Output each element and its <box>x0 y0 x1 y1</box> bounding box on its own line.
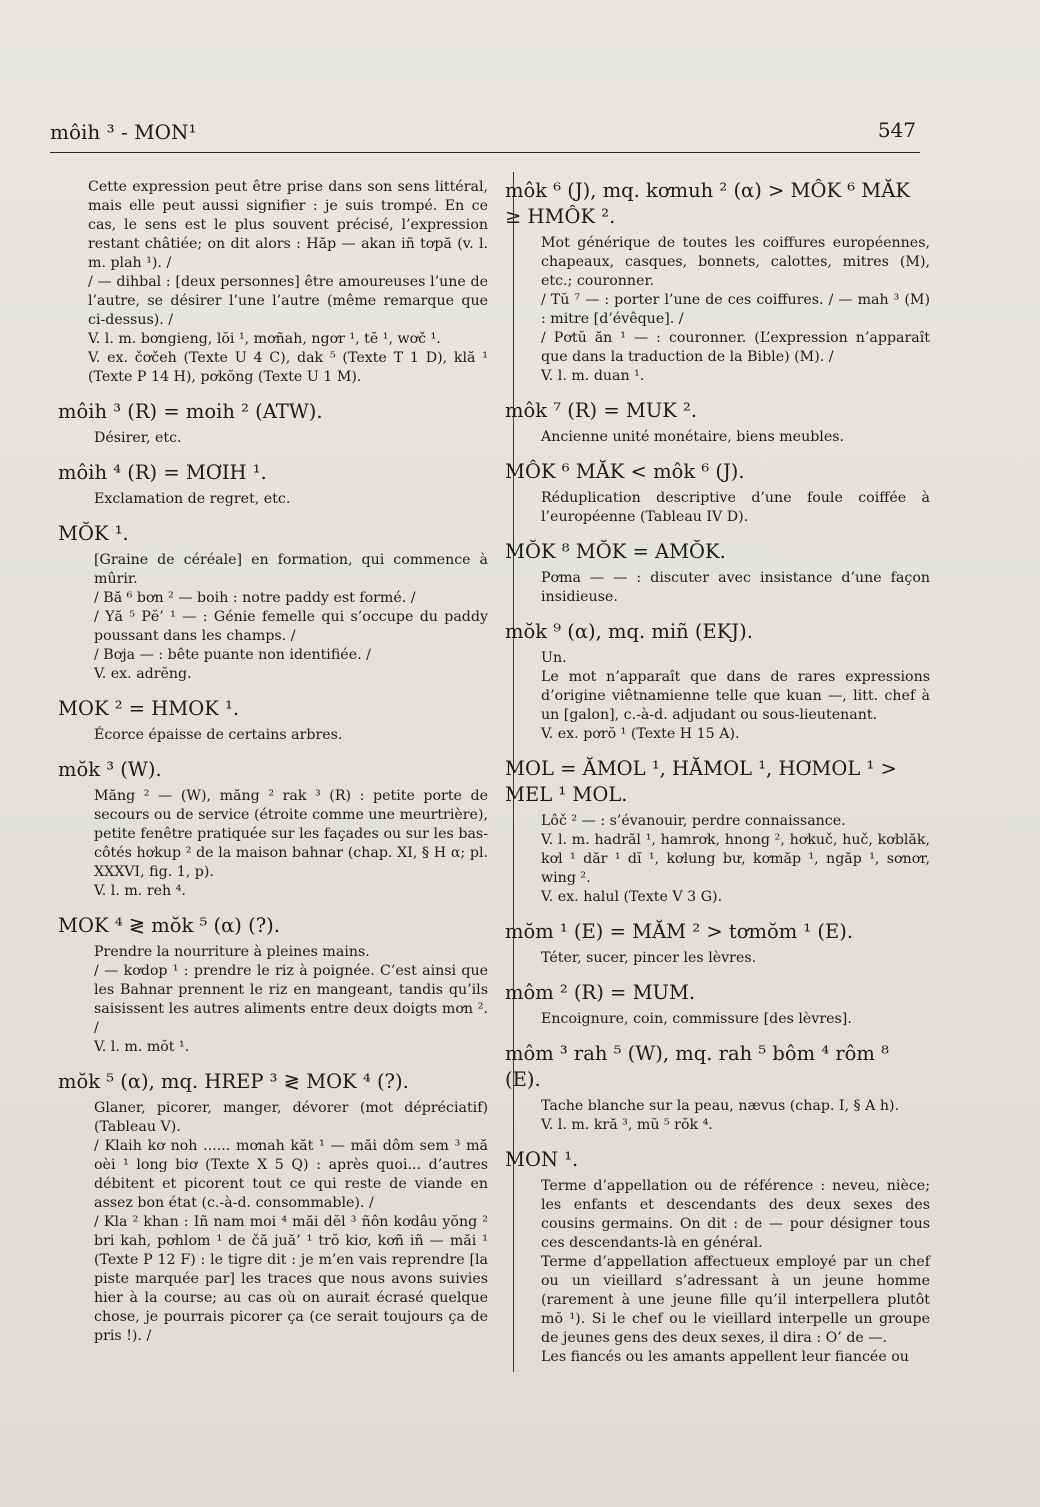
entry-headword: mŏm ¹ (E) = MĂM ² > tơmŏm ¹ (E). <box>505 920 854 943</box>
dictionary-entry <box>505 756 930 907</box>
definition-line: V. ex. adrĕng. <box>94 666 192 682</box>
entry-headword: môk ⁶ (J), mq. kơmuh ² (α) > MÔK ⁶ MĂK ≥ HMÔK ². <box>505 179 910 228</box>
definition-line: / Kla ² khan : Iñ nam moi ⁴ măi dĕl ³ ñôn kơdâu yŏng ² bri kah, pơhlom ¹ de čă juă’ ¹ trŏ kiơ, kơñ iñ — măi ¹ (Texte P 12 F) : le tigre dit : je m’en vais reprendre [la piste marquée par] les traces que nous avons suivies hier à la course; au cas où on aurait écrasé quelque chose, je pourrais picorer ça (ce serait toujours ça de pris !). / <box>94 1214 488 1344</box>
definition-line: Encoignure, coin, commissure [des lèvres]. <box>541 1011 852 1027</box>
definition-line: Désirer, etc. <box>94 430 182 446</box>
dictionary-entry <box>505 1041 930 1135</box>
definition-line: V. l. m. duan ¹. <box>541 368 645 384</box>
definition-line: Ancienne unité monétaire, biens meubles. <box>541 429 845 445</box>
entry-headword: môk ⁷ (R) = MUK ². <box>505 399 698 422</box>
definition-line: Pơma — — : discuter avec insistance d’une façon insidieuse. <box>541 570 930 605</box>
entry-definition <box>541 1097 930 1135</box>
dictionary-entry <box>58 696 488 745</box>
definition-line: / — kơdop ¹ : prendre le riz à poignée. C’est ainsi que les Bahnar prennent le riz en mangeant, tandis qu’ils saisissent les autres aliments entre deux doigts mơn ². / <box>94 963 488 1036</box>
definition-line: Lôč ² — : s’évanouir, perdre connaissance. <box>541 813 846 829</box>
entry-headword: môm ² (R) = MUM. <box>505 981 696 1004</box>
definition-line: / Bă ⁶ bơn ² — boih : notre paddy est formé. / <box>94 590 416 606</box>
definition-line: / — dihbal : [deux personnes] être amoureuses l’une de l’autre, se désirer l’une l’autre (même remarque que ci-dessus). / <box>88 274 488 328</box>
left-column <box>58 178 488 1358</box>
entry-definition <box>541 1177 930 1367</box>
entry-definition <box>94 726 488 745</box>
entry-definition <box>541 949 930 968</box>
definition-line: Terme d’appellation ou de référence : neveu, nièce; les enfants et descendants des deux sexes des cousins germains. On dit : de — pour désigner tous ces descendants-là en général. <box>541 1178 930 1251</box>
entry-headword: MOK ⁴ ≷ mŏk ⁵ (α) (?). <box>58 914 280 937</box>
entry-headword: môm ³ rah ⁵ (W), mq. rah ⁵ bôm ⁴ rôm ⁸ (E). <box>505 1042 889 1091</box>
definition-line: Prendre la nourriture à pleines mains. <box>94 944 370 960</box>
definition-line: / Bơja — : bête puante non identifiée. / <box>94 647 371 663</box>
definition-line: V. l. m. bơngieng, lŏi ¹, mơñah, ngơr ¹, tĕ ¹, wơč ¹. <box>88 331 441 347</box>
entry-headword: MOK ² = HMOK ¹. <box>58 697 240 720</box>
entry-definition <box>94 1099 488 1346</box>
entry-definition <box>541 489 930 527</box>
definition-line: V. ex. halul (Texte V 3 G). <box>541 889 723 905</box>
entry-definition <box>94 490 488 509</box>
right-column <box>505 178 930 1379</box>
definition-line: Cette expression peut être prise dans son sens littéral, mais elle peut aussi signifier : je suis trompé. En ce cas, le sens est le plus souvent précisé, l’expression restant châtiée; on dit alors : Hăp — akan iñ tơpă (v. l. m. plah ¹). / <box>88 179 488 271</box>
dictionary-entry <box>58 521 488 684</box>
running-head: môih ³ - MON¹ <box>50 120 197 144</box>
definition-line: Les fiancés ou les amants appellent leur fiancée ou <box>541 1349 909 1365</box>
page-header <box>50 112 920 153</box>
definition-line: / Pơtŭ ăn ¹ — : couronner. (L’expression n’apparaît que dans la traduction de la Bible) (M). / <box>541 330 930 365</box>
dictionary-entry <box>58 1069 488 1346</box>
definition-line: / Klaih kơ noh ...... mơnah kăt ¹ — măi dôm sem ³ mă oèi ¹ long biơ (Texte X 5 Q) : après quoi... d’autres débitent et picorent tout ce qui reste de viande en assez bon état (c.-à-d. consommable). / <box>94 1138 488 1211</box>
definition-line: V. l. m. kră ³, mŭ ⁵ rŏk ⁴. <box>541 1117 713 1133</box>
entry-headword: MŎK ⁸ MŎK = AMŎK. <box>505 540 726 563</box>
definition-line: V. l. m. mŏt ¹. <box>94 1039 190 1055</box>
entry-definition <box>94 551 488 684</box>
dictionary-entry <box>58 460 488 509</box>
definition-line: Exclamation de regret, etc. <box>94 491 291 507</box>
entry-headword: môih ⁴ (R) = MƠIH ¹. <box>58 461 267 484</box>
dictionary-entry <box>505 1147 930 1367</box>
entry-definition <box>94 787 488 901</box>
definition-line: V. l. m. reh ⁴. <box>94 883 186 899</box>
definition-line: V. l. m. hadrăl ¹, hamrơk, hnong ², hơkuč, huč, kơblăk, kơl ¹ dăr ¹ dĭ ¹, kơlung bư, kơmăp ¹, ngăp ¹, sơnơr, wing ². <box>541 832 930 886</box>
entry-headword: MON ¹. <box>505 1148 579 1171</box>
entry-definition <box>94 943 488 1057</box>
entry-definition <box>541 569 930 607</box>
entry-headword: MOL = ĂMOL ¹, HĂMOL ¹, HƠMOL ¹ > MEL ¹ MOL. <box>505 757 897 806</box>
definition-line: Mot générique de toutes les coiffures européennes, chapeaux, casques, bonnets, calottes, mitres (M), etc.; couronner. <box>541 235 930 289</box>
dictionary-entry <box>505 980 930 1029</box>
dictionary-entry <box>505 178 930 386</box>
page-number: 547 <box>877 118 916 142</box>
definition-line: / Tŭ ⁷ — : porter l’une de ces coiffures. / — mah ³ (M) : mitre [d’évêque]. / <box>541 292 930 327</box>
entry-headword: MÔK ⁶ MĂK < môk ⁶ (J). <box>505 460 745 483</box>
definition-line: [Graine de céréale] en formation, qui commence à mûrir. <box>94 552 488 587</box>
dictionary-entry <box>505 539 930 607</box>
definition-line: Écorce épaisse de certains arbres. <box>94 727 343 743</box>
dictionary-entry <box>58 178 488 387</box>
definition-line: Un. <box>541 650 567 666</box>
entry-headword: môih ³ (R) = moih ² (ATW). <box>58 400 323 423</box>
dictionary-entry <box>505 619 930 744</box>
definition-line: Réduplication descriptive d’une foule coiffée à l’européenne (Tableau IV D). <box>541 490 930 525</box>
entry-headword: mŏk ⁵ (α), mq. HREP ³ ≷ MOK ⁴ (?). <box>58 1070 409 1093</box>
definition-line: V. ex. čơčeh (Texte U 4 C), dak ⁵ (Texte T 1 D), klă ¹ (Texte P 14 H), pơkŏng (Texte U 1 M). <box>88 350 488 385</box>
entry-headword: MŎK ¹. <box>58 522 129 545</box>
dictionary-entry <box>58 399 488 448</box>
definition-line: / Yă ⁵ Pĕ’ ¹ — : Génie femelle qui s’occupe du paddy poussant dans les champs. / <box>94 609 488 644</box>
entry-headword: mŏk ³ (W). <box>58 758 162 781</box>
entry-definition <box>541 428 930 447</box>
dictionary-entry <box>505 398 930 447</box>
definition-line: Terme d’appellation affectueux employé par un chef ou un vieillard s’adressant à un jeune homme (rarement à une jeune fille qu’il interpellera plutôt mŏ ¹). Si le chef ou le vieillard interpelle un groupe de jeunes gens des deux sexes, il dira : O’ de —. <box>541 1254 930 1346</box>
definition-line: Măng ² — (W), măng ² rak ³ (R) : petite porte de secours ou de service (étroite comme une meurtrière), petite fenêtre pratiquée sur les façades ou sur les bas-côtés hơkup ² de la maison bahnar (chap. XI, § H α; pl. XXXVI, fig. 1, p). <box>94 788 488 880</box>
entry-definition <box>94 429 488 448</box>
entry-headword: mŏk ⁹ (α), mq. miñ (EKJ). <box>505 620 753 643</box>
definition-line: V. ex. pơrŏ ¹ (Texte H 15 A). <box>541 726 740 742</box>
entry-definition <box>541 649 930 744</box>
definition-line: Tache blanche sur la peau, nævus (chap. I, § A h). <box>541 1098 900 1114</box>
dictionary-entry <box>505 919 930 968</box>
definition-line: Le mot n’apparaît que dans de rares expressions d’origine viêtnamienne telle que kuan —, litt. chef à un [galon], c.-à-d. adjudant ou sous-lieutenant. <box>541 669 930 723</box>
dictionary-entry <box>58 913 488 1057</box>
entry-definition <box>541 812 930 907</box>
dictionary-entry <box>505 459 930 527</box>
entry-definition <box>88 178 488 387</box>
definition-line: Glaner, picorer, manger, dévorer (mot dépréciatif) (Tableau V). <box>94 1100 488 1135</box>
entry-definition <box>541 1010 930 1029</box>
definition-line: Téter, sucer, pincer les lèvres. <box>541 950 757 966</box>
dictionary-entry <box>58 757 488 901</box>
entry-definition <box>541 234 930 386</box>
